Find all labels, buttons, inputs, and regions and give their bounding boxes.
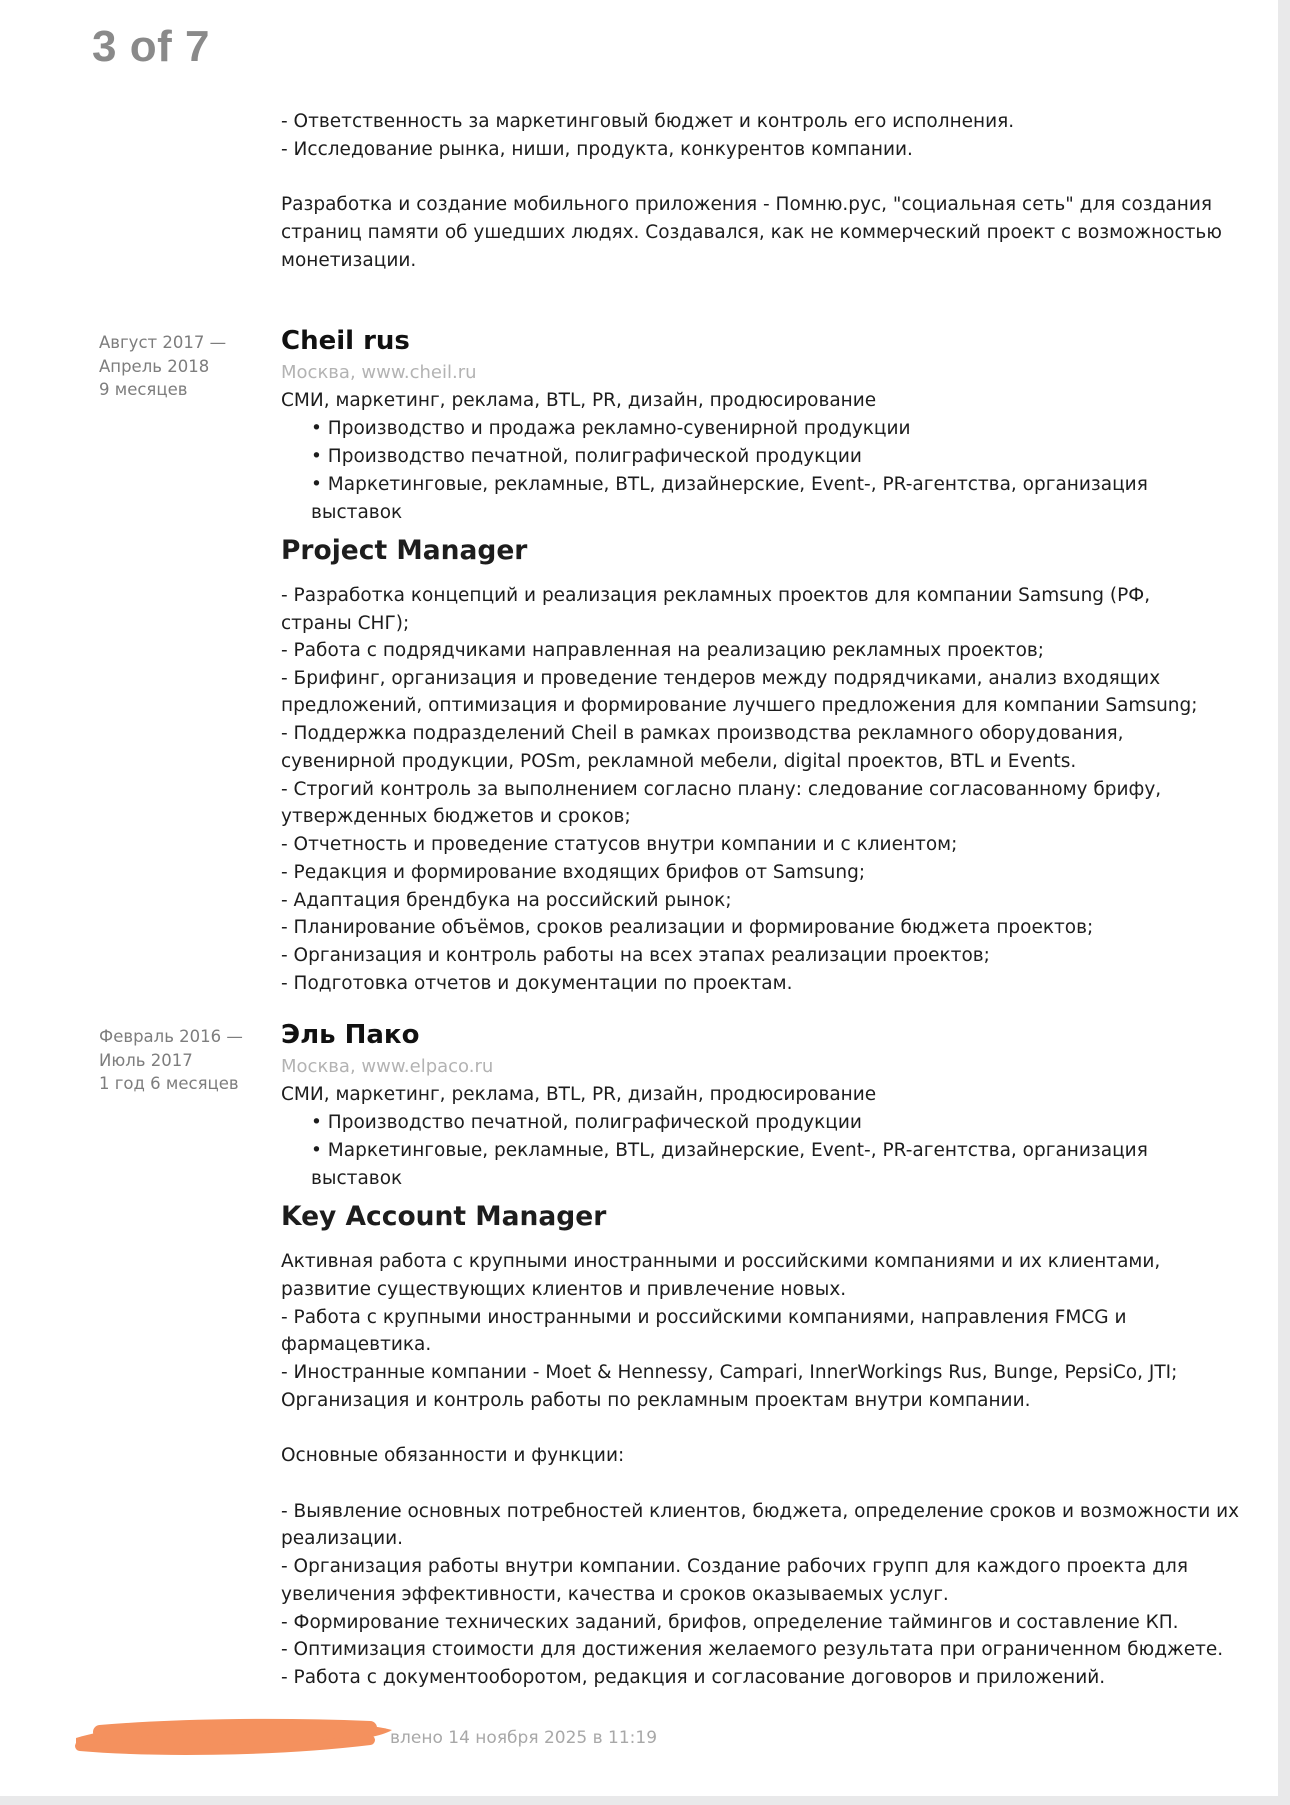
text-line: страниц памяти об ушедших людях. Создавался, как не коммерческий проект с возможностью <box>281 222 1222 243</box>
description-line: - Адаптация брендбука на российский рынок; <box>281 890 732 911</box>
description-line: фармацевтика. <box>281 1334 432 1355</box>
description-line: - Планирование объёмов, сроков реализации и формирование бюджета проектов; <box>281 917 1094 938</box>
text-line: Разработка и создание мобильного приложения - Помню.рус, "социальная сеть" для создания <box>281 194 1212 215</box>
company-location: Москва, www.elpaco.ru <box>281 1056 494 1077</box>
description-line: - Отчетность и проведение статусов внутри компании и с клиентом; <box>281 834 958 855</box>
description-line: Активная работа с крупными иностранными и российскими компаниями и их клиентами, <box>281 1251 1161 1272</box>
company-location: Москва, www.cheil.ru <box>281 362 477 383</box>
description-line: - Брифинг, организация и проведение тендеров между подрядчиками, анализ входящих <box>281 668 1161 689</box>
description-line: - Работа с подрядчиками направленная на реализацию рекламных проектов; <box>281 640 1045 661</box>
description-line: - Работа с крупными иностранными и российскими компаниями, направления FMCG и <box>281 1307 1127 1328</box>
job-role: Project Manager <box>281 535 528 566</box>
description-line: - Работа с документооборотом, редакция и согласование договоров и приложений. <box>281 1667 1106 1688</box>
industry-item: • Маркетинговые, рекламные, BTL, дизайнерские, Event-, PR-агентства, организация <box>311 1140 1148 1161</box>
period-duration: 9 месяцев <box>99 380 188 399</box>
period-end: Июль 2017 <box>99 1050 193 1070</box>
description-line: реализации. <box>281 1528 404 1549</box>
company-industry: СМИ, маркетинг, реклама, BTL, PR, дизайн, продюсирование <box>281 1084 877 1105</box>
period-start: Август 2017 — <box>99 333 227 352</box>
description-line: - Строгий контроль за выполнением согласно плану: следование согласованному брифу, <box>281 779 1162 800</box>
page-counter: 3 of 7 <box>92 22 210 71</box>
description-line: - Выявление основных потребностей клиентов, бюджета, определение сроков и возможности их <box>281 1501 1240 1522</box>
description-line: Организация и контроль работы по рекламным проектам внутри компании. <box>281 1390 1031 1411</box>
description-line: развитие существующих клиентов и привлечение новых. <box>281 1279 847 1300</box>
text-line: - Ответственность за маркетинговый бюджет и контроль его исполнения. <box>281 111 1015 132</box>
company-name: Эль Пако <box>281 1020 420 1050</box>
industry-item: выставок <box>311 1168 403 1189</box>
description-line: - Подготовка отчетов и документации по проектам. <box>281 973 793 994</box>
description-line: увеличения эффективности, качества и сроков оказываемых услуг. <box>281 1584 949 1605</box>
period-duration: 1 год 6 месяцев <box>99 1074 239 1093</box>
description-line: предложений, оптимизация и формирование лучшего предложения для компании Samsung; <box>281 695 1198 716</box>
description-line: - Организация работы внутри компании. Создание рабочих групп для каждого проекта для <box>281 1556 1188 1577</box>
description-line: сувенирной продукции, POSm, рекламной мебели, digital проектов, BTL и Events. <box>281 751 1077 772</box>
text-line: - Исследование рынка, ниши, продукта, конкурентов компании. <box>281 139 913 160</box>
industry-item: выставок <box>311 502 403 523</box>
job-role: Key Account Manager <box>281 1201 607 1232</box>
industry-item: • Производство печатной, полиграфической продукции <box>311 1112 862 1133</box>
description-line: - Организация и контроль работы на всех этапах реализации проектов; <box>281 945 990 966</box>
company-name: Cheil rus <box>281 326 410 356</box>
description-line: - Разработка концепций и реализация рекламных проектов для компании Samsung (РФ, <box>281 585 1151 606</box>
job-period <box>99 1025 259 1096</box>
job-period <box>99 331 259 402</box>
redaction-mark <box>70 1708 400 1756</box>
description-line: - Поддержка подразделений Cheil в рамках производства рекламного оборудования, <box>281 723 1124 744</box>
description-line: Основные обязанности и функции: <box>281 1445 625 1466</box>
company-industry: СМИ, маркетинг, реклама, BTL, PR, дизайн, продюсирование <box>281 390 877 411</box>
period-end: Апрель 2018 <box>99 356 210 376</box>
description-line: - Формирование технических заданий, брифов, определение таймингов и составление КП. <box>281 1612 1179 1633</box>
description-line: - Оптимизация стоимости для достижения желаемого результата при ограниченном бюджете. <box>281 1639 1224 1660</box>
text-line: монетизации. <box>281 250 417 271</box>
description-line: утвержденных бюджетов и сроков; <box>281 806 631 827</box>
description-line: - Иностранные компании - Moet & Hennessy, Campari, InnerWorkings Rus, Bunge, PepsiCo, JTI; <box>281 1362 1178 1383</box>
industry-item: • Производство печатной, полиграфической продукции <box>311 446 862 467</box>
industry-item: • Маркетинговые, рекламные, BTL, дизайнерские, Event-, PR-агентства, организация <box>311 474 1148 495</box>
industry-item: • Производство и продажа рекламно-сувенирной продукции <box>311 418 911 439</box>
period-start: Февраль 2016 — <box>99 1027 243 1046</box>
description-line: страны СНГ); <box>281 613 410 634</box>
description-line: - Редакция и формирование входящих брифов от Samsung; <box>281 862 866 883</box>
update-date-footer: влено 14 ноября 2025 в 11:19 <box>390 1728 658 1748</box>
